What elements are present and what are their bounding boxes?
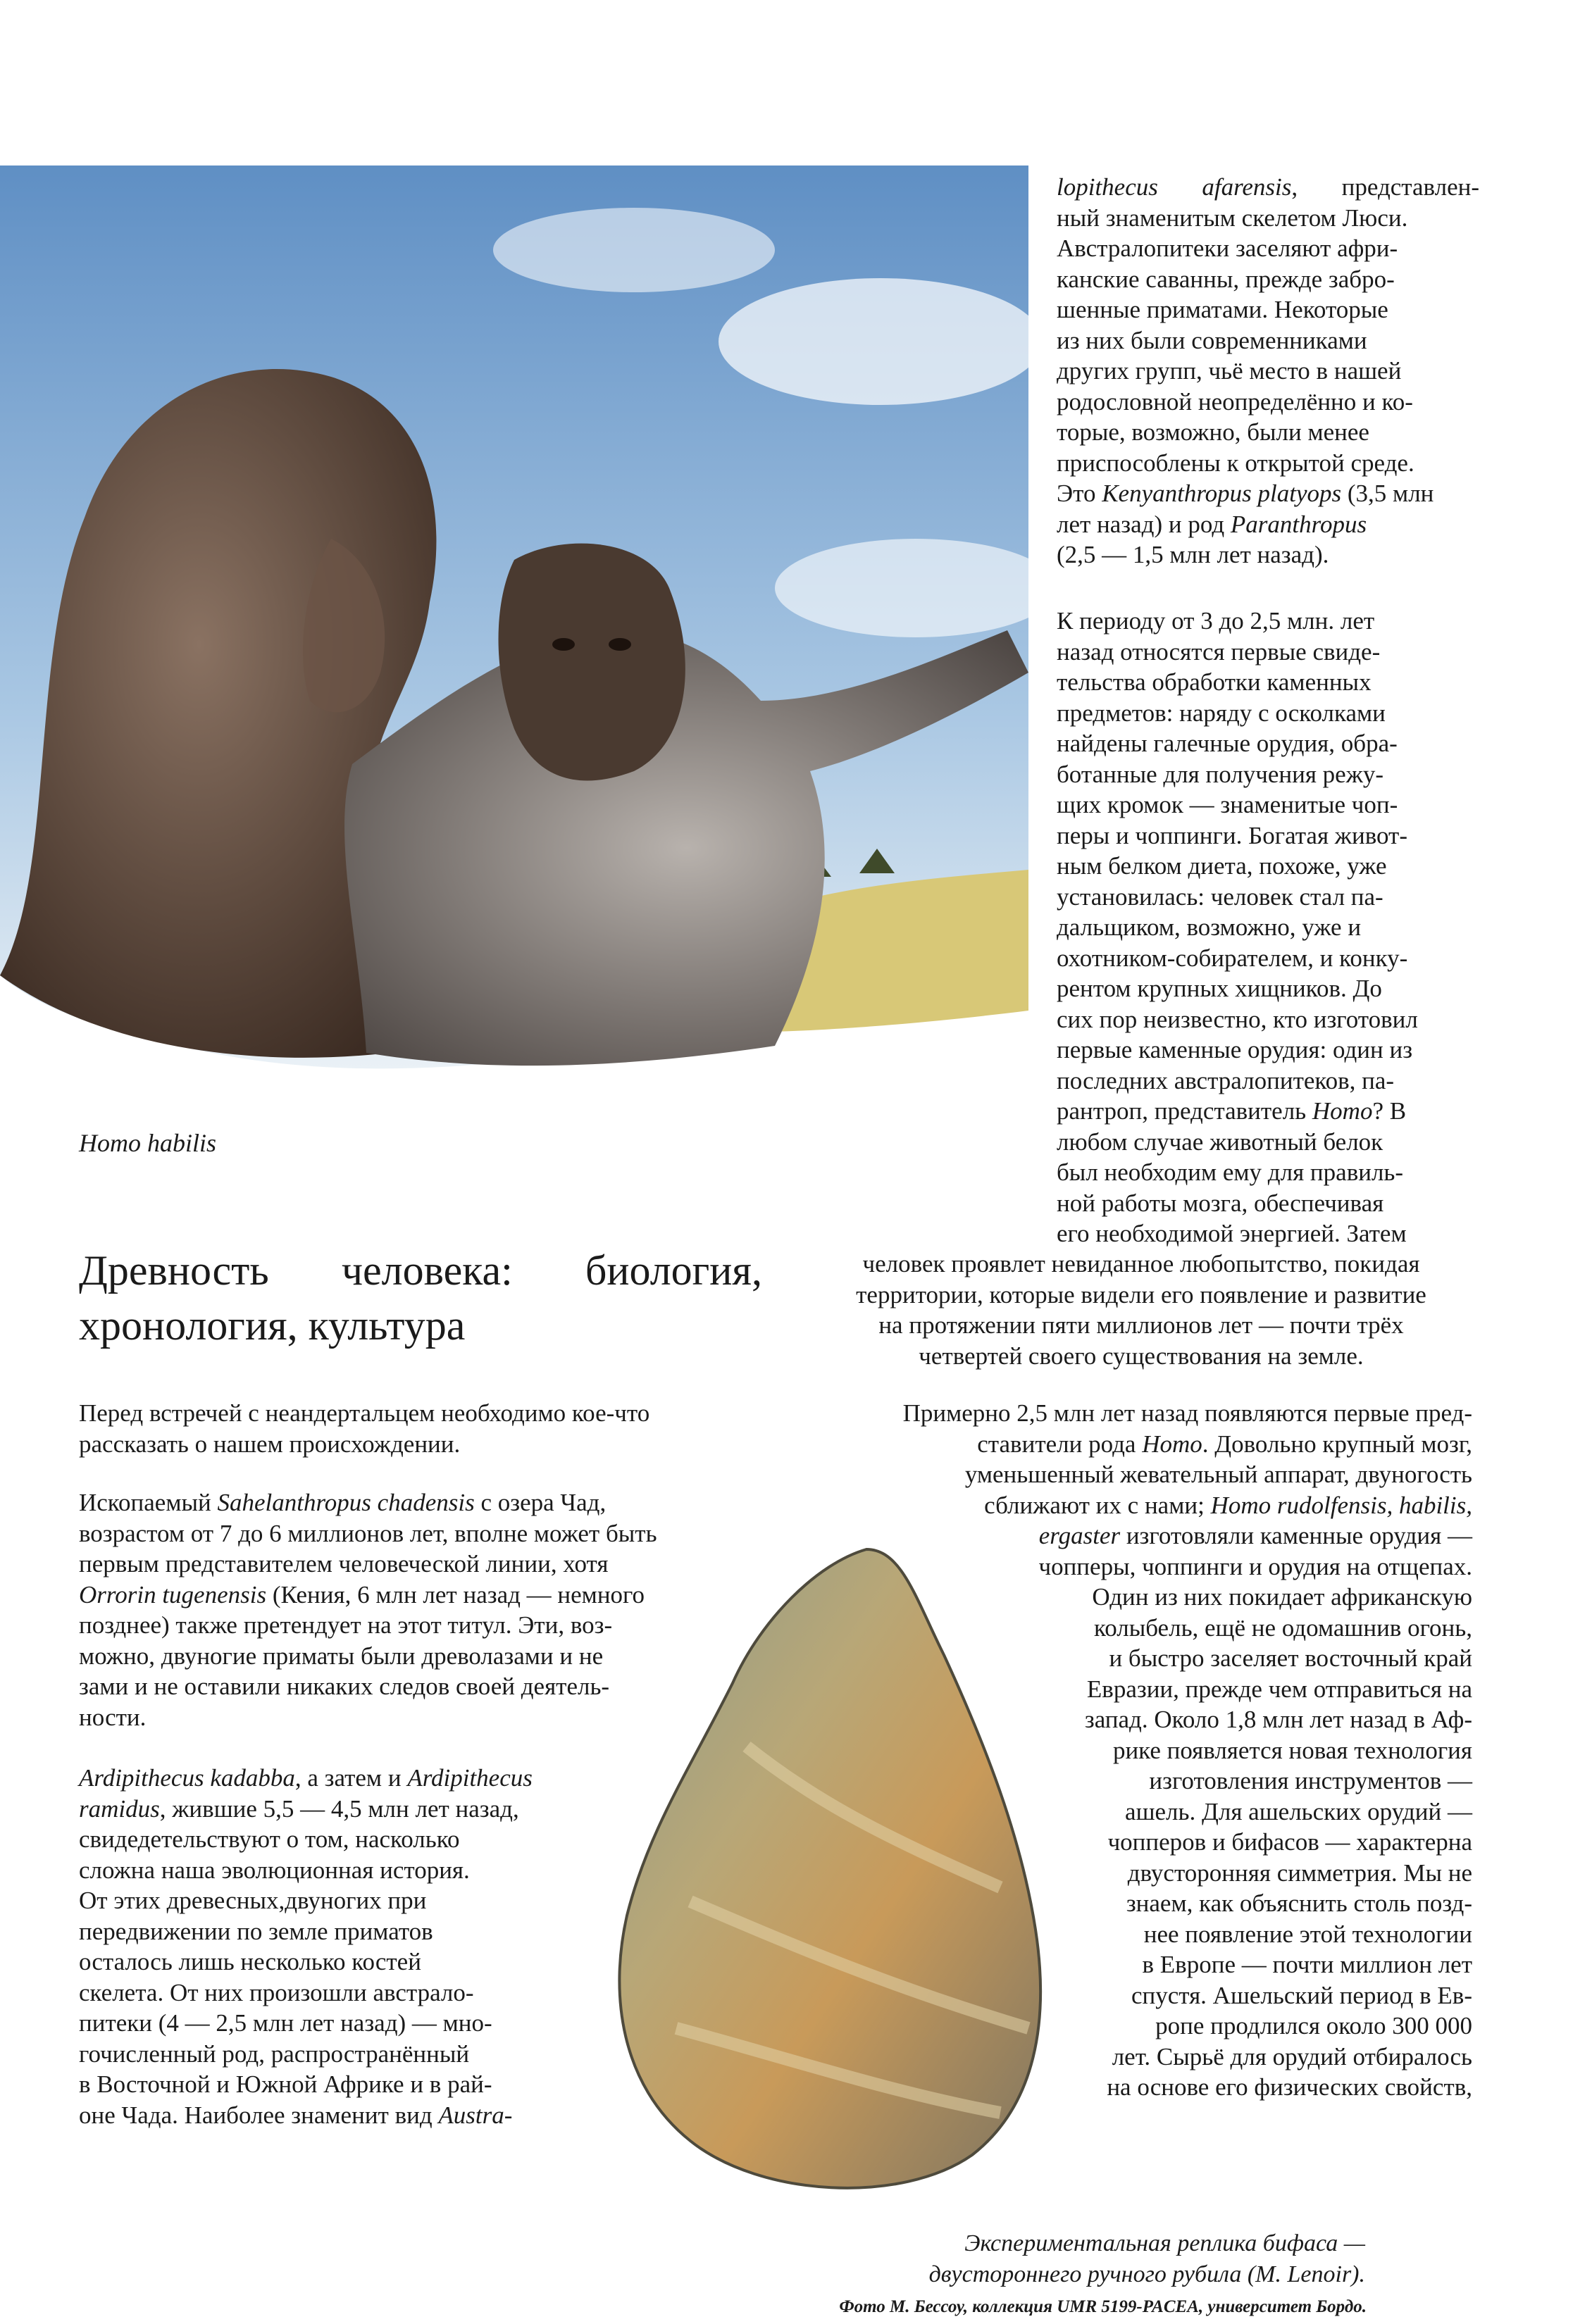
- text-line: первым представителем человеческой линии, хотя: [79, 1550, 609, 1578]
- text-line: ропе продлился около 300 000: [1155, 2012, 1472, 2039]
- species-name: Orrorin tugenensis: [79, 1580, 267, 1608]
- genus-name: Ardipithecus: [407, 1764, 533, 1792]
- text-line: (2,5 — 1,5 млн лет назад).: [1057, 541, 1329, 568]
- text-line: нее появление этой технологии: [1143, 1920, 1472, 1948]
- text-line: и быстро заселяет восточный край: [1109, 1644, 1472, 1672]
- biface-caption: [929, 2228, 1365, 2290]
- text-line: К периоду от 3 до 2,5 млн. лет: [1057, 607, 1375, 635]
- text-line: в Восточной и Южной Африке и в рай-: [79, 2070, 492, 2098]
- text-fragment: с озера Чад,: [474, 1489, 607, 1516]
- text-line: установилась: человек стал па-: [1057, 882, 1383, 911]
- text-line: [79, 1487, 766, 1518]
- text-fragment: рантроп, представитель: [1057, 1097, 1312, 1125]
- genus-name: Paranthropus: [1230, 510, 1367, 538]
- text-fragment: оне Чада. Наиболее знаменит вид: [79, 2101, 439, 2129]
- genus-name: Homo: [1142, 1430, 1202, 1458]
- species-name: ergaster: [1038, 1522, 1121, 1549]
- text-line: спустя. Ашельский период в Ев-: [1131, 1981, 1472, 2009]
- species-name: Kenyanthropus platyops: [1102, 480, 1342, 507]
- text-line: свидедетельствуют о том, насколько: [79, 1825, 460, 1853]
- heading-line-1: Древность человека: биология,: [79, 1247, 762, 1294]
- text-line: ной работы мозга, обеспечивая: [1057, 1189, 1384, 1217]
- text-line: чопперов и бифасов — характерна: [1107, 1828, 1472, 1856]
- hominins-painting-icon: [0, 165, 1028, 1095]
- species-name: Homo rudolfensis, habilis,: [1210, 1491, 1472, 1519]
- text-fragment: , а затем и: [294, 1764, 408, 1792]
- species-name: Ardipithecus kadabba: [79, 1764, 295, 1792]
- text-fragment: , представлен-: [1291, 173, 1479, 201]
- text-line: чопперы, чоппинги и орудия на отщепах.: [1038, 1552, 1472, 1580]
- text-line: уменьшенный жевательный аппарат, двуногость: [964, 1461, 1472, 1488]
- text-line: назад относятся первые свиде-: [1057, 637, 1381, 666]
- species-name: Austra-: [438, 2101, 513, 2129]
- text-line: [1057, 172, 1479, 203]
- text-fragment: Это: [1057, 480, 1102, 507]
- text-line: [79, 2100, 586, 2131]
- biface-caption-line-2: двустороннего ручного рубила (M. Lenoir).: [928, 2261, 1365, 2287]
- text-fragment: ставители рода: [977, 1430, 1143, 1458]
- text-line: последних австралопитеков, па-: [1057, 1066, 1395, 1094]
- text-line: на основе его физических свойств,: [1107, 2073, 1472, 2101]
- text-line: ашель. Для ашельских орудий —: [1125, 1797, 1472, 1825]
- text-line: [1057, 1096, 1479, 1127]
- species-name: Sahelanthropus chadensis: [217, 1489, 475, 1516]
- paragraph-stone-tools: [1057, 606, 1479, 1249]
- genus-name: Homo: [1312, 1097, 1373, 1125]
- homo-habilis-illustration: [0, 165, 1028, 1095]
- text-line: лет. Сырьё для орудий отбиралось: [1112, 2042, 1472, 2070]
- text-line: ный знаменитым скелетом Люси.: [1057, 204, 1408, 232]
- text-line: питеки (4 — 2,5 млн лет назад) — мно-: [79, 2009, 492, 2037]
- text-line: родословной неопределённо и ко-: [1057, 387, 1413, 416]
- text-line: знаем, как объяснить столь позд-: [1126, 1889, 1472, 1917]
- text-line: От этих древесных,двуногих при: [79, 1887, 427, 1914]
- text-line: шенные приматами. Некоторые: [1057, 296, 1388, 323]
- text-line: любом случае животный белок: [1057, 1127, 1383, 1156]
- text-line: Евразии, прежде чем отправиться на: [1086, 1675, 1472, 1703]
- text-line: дальщиком, возможно, уже и: [1057, 913, 1362, 941]
- text-line: канские саванны, прежде забро-: [1057, 265, 1395, 293]
- text-line: [803, 1490, 1472, 1521]
- text-line: возрастом от 7 до 6 миллионов лет, вполне может быть: [79, 1519, 657, 1547]
- heading-line-2: хронология, культура: [79, 1302, 466, 1349]
- text-line: рике появляется новая технология: [1112, 1736, 1472, 1764]
- text-fragment: лет назад) и род: [1057, 510, 1231, 538]
- text-line: торые, возможно, были менее: [1057, 418, 1369, 446]
- section-heading: [79, 1243, 762, 1353]
- text-line: изготовления инструментов —: [1149, 1767, 1472, 1794]
- text-line: перы и чоппинги. Богатая живот-: [1057, 821, 1407, 849]
- text-line: территории, которые видели его появление и развитие: [856, 1280, 1426, 1308]
- text-line: [1057, 509, 1479, 540]
- text-line: был необходим ему для правиль-: [1057, 1158, 1404, 1186]
- text-line: щих кромок — знаменитые чоп-: [1057, 791, 1398, 818]
- text-line: других групп, чьё место в нашей: [1057, 357, 1402, 385]
- text-line: первые каменные орудия: один из: [1057, 1036, 1413, 1063]
- paragraph-australopithecus: [1057, 172, 1479, 570]
- species-name: ramidus: [79, 1794, 160, 1823]
- text-fragment: , жившие 5,5 — 4,5 млн лет назад,: [159, 1794, 519, 1823]
- text-line: из них были современниками: [1057, 326, 1367, 354]
- text-line: приспособлены к открытой среде.: [1057, 449, 1414, 477]
- text-line: в Европе — почти миллион лет: [1142, 1951, 1472, 1978]
- text-line: четвертей своего существования на земле.: [919, 1342, 1364, 1370]
- paragraph-intro: [79, 1398, 769, 1459]
- text-fragment: (3,5 млн: [1341, 480, 1434, 507]
- text-line: тельства обработки каменных: [1057, 668, 1372, 696]
- text-fragment: изготовляли каменные орудия —: [1120, 1522, 1472, 1549]
- text-fragment: сближают их с нами;: [984, 1491, 1211, 1519]
- text-line: найдены галечные орудия, обра-: [1057, 730, 1398, 757]
- text-line: колыбель, ещё не одомашнив огонь,: [1093, 1613, 1472, 1642]
- text-line: ности.: [79, 1703, 147, 1731]
- text-line: [79, 1794, 586, 1825]
- species-name: lopithecus afarensis: [1057, 173, 1292, 201]
- text-line: Австралопитеки заселяют афри-: [1057, 235, 1398, 262]
- paragraph-ardipithecus: [79, 1763, 586, 2130]
- text-line: охотником-собирателем, и конку-: [1057, 944, 1408, 972]
- illustration-caption: Homo habilis: [79, 1129, 217, 1157]
- text-line: [803, 1429, 1472, 1460]
- text-line: ботанные для получения режу-: [1057, 760, 1384, 788]
- text-line: человек проявлет невиданное любопытство, покидая: [862, 1250, 1420, 1277]
- text-line: позднее) также претендует на этот титул. Эти, воз-: [79, 1611, 613, 1639]
- text-line: [803, 1520, 1472, 1551]
- text-line: двусторонняя симметрия. Мы не: [1127, 1858, 1472, 1887]
- text-line: запад. Около 1,8 млн лет назад в Аф-: [1084, 1706, 1472, 1733]
- text-line: сложна наша эволюционная история.: [79, 1856, 470, 1884]
- text-fragment: (Кения, 6 млн лет назад — немного: [266, 1580, 645, 1608]
- text-fragment: Ископаемый: [79, 1489, 218, 1516]
- text-line: скелета. От них произошли австрало-: [79, 1978, 474, 2006]
- text-line: рентом крупных хищников. До: [1057, 975, 1382, 1002]
- text-line: на протяжении пяти миллионов лет — почти трёх: [878, 1311, 1404, 1339]
- text-line: осталось лишь несколько костей: [79, 1948, 421, 1975]
- text-line: передвижении по земле приматов: [79, 1917, 433, 1945]
- photo-credit: Фото М. Бессоу, коллекция UMR 5199-PACEA, университет Бордо.: [839, 2297, 1367, 2316]
- paragraph-homo: [803, 1398, 1472, 2103]
- text-line: Примерно 2,5 млн лет назад появляются первые пред-: [902, 1399, 1472, 1427]
- text-line: его необходимой энергией. Затем: [1057, 1220, 1407, 1247]
- text-fragment: . Довольно крупный мозг,: [1202, 1430, 1472, 1458]
- text-fragment: ? В: [1372, 1097, 1407, 1125]
- text-line: зами и не оставили никаких следов своей деятель-: [79, 1673, 610, 1700]
- text-line: можно, двуногие приматы были древолазами и не: [79, 1642, 604, 1670]
- text-line: Перед встречей с неандертальцем необходимо кое-что: [79, 1399, 650, 1427]
- text-line: ным белком диета, похоже, уже: [1057, 852, 1387, 880]
- text-line: гочисленный род, распространённый: [79, 2039, 470, 2068]
- text-line: рассказать о нашем происхождении.: [79, 1430, 461, 1458]
- text-line: [1057, 478, 1479, 509]
- text-line: сих пор неизвестно, кто изготовил: [1057, 1005, 1418, 1033]
- text-line: предметов: наряду с осколками: [1057, 699, 1386, 727]
- text-line: Один из них покидает африканскую: [1092, 1583, 1472, 1611]
- paragraph-curiosity: [807, 1249, 1476, 1371]
- text-line: [79, 1763, 586, 1794]
- biface-caption-line-1: Экспериментальная реплика бифаса —: [964, 2230, 1365, 2256]
